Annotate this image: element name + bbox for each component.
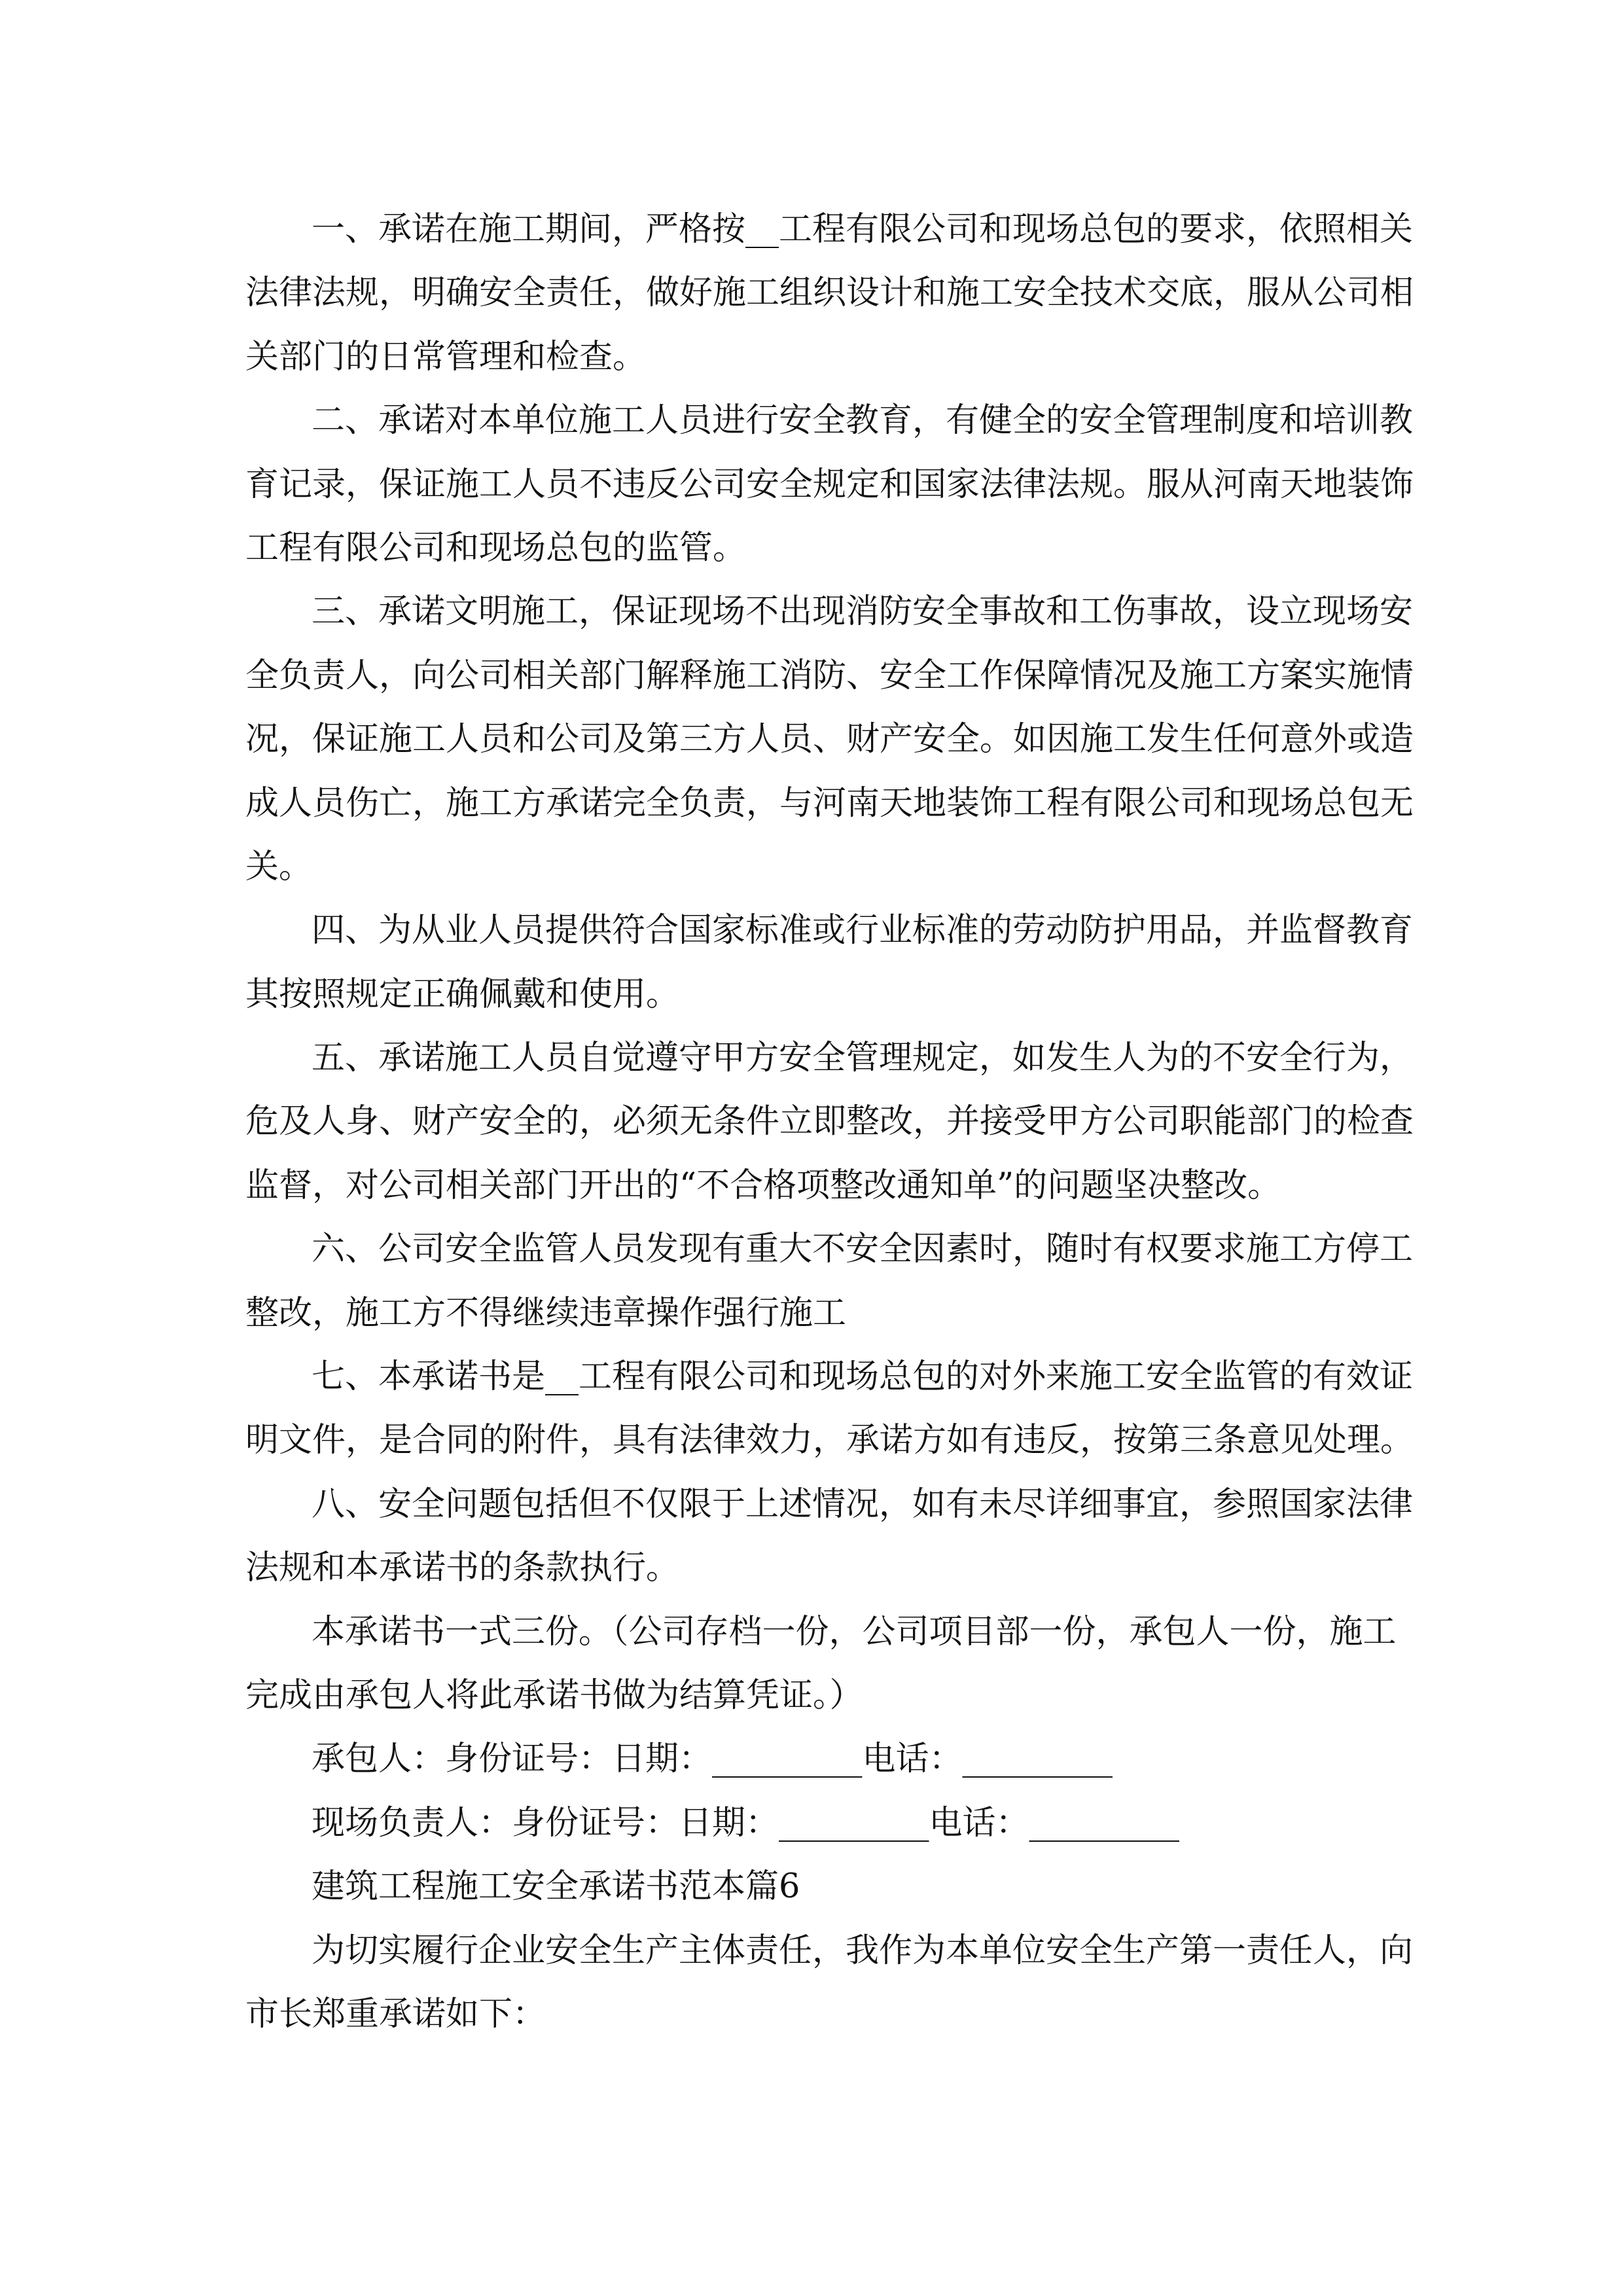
paragraph [245,1345,1414,1473]
text-line: 四、为从业人员提供符合国家标准或行业标准的劳动防护用品，并监督教育 [312,911,1414,950]
text-line: 监督，对公司相关部门开出的“不合格项整改通知单”的问题坚决整改。 [245,1166,1281,1205]
text-line: 成人员伤亡，施工方承诺完全负责，与河南天地装饰工程有限公司和现场总包无 [245,783,1414,823]
text-line: 整改，施工方不得继续违章操作强行施工 [245,1293,847,1333]
text-line: 现场负责人：身份证号：日期：_________电话：_________ [312,1803,1180,1842]
paragraph [245,1473,1414,1600]
text-line: 全负责人，向公司相关部门解释施工消防、安全工作保障情况及施工方案实施情 [245,656,1414,695]
paragraph [245,1855,1376,1918]
paragraph [245,580,1414,899]
paragraph [245,899,1414,1026]
text-line: 况，保证施工人员和公司及第三方人员、财产安全。如因施工发生任何意外或造 [245,720,1414,759]
text-line: 本承诺书一式三份。（公司存档一份，公司项目部一份，承包人一份，施工 [312,1612,1397,1651]
text-line: 六、公司安全监管人员发现有重大不安全因素时，随时有权要求施工方停工 [312,1230,1414,1269]
text-line: 关部门的日常管理和检查。 [245,337,647,376]
text-line: 五、承诺施工人员自觉遵守甲方安全管理规定，如发生人为的不安全行为， [312,1039,1414,1078]
text-line: 七、本承诺书是__工程有限公司和现场总包的对外来施工安全监管的有效证 [312,1357,1414,1397]
paragraph [245,1727,1376,1791]
text-line: 明文件，是合同的附件，具有法律效力，承诺方如有违反，按第三条意见处理。 [245,1421,1414,1460]
paragraph [245,1026,1414,1217]
text-line: 三、承诺文明施工，保证现场不出现消防安全事故和工伤事故，设立现场安 [312,592,1414,632]
text-line: 二、承诺对本单位施工人员进行安全教育，有健全的安全管理制度和培训教 [312,401,1414,440]
paragraph [245,1217,1414,1345]
text-line: 完成由承包人将此承诺书做为结算凭证。） [245,1676,863,1715]
text-line: 八、安全问题包括但不仅限于上述情况，如有未尽详细事宜，参照国家法律 [312,1484,1414,1524]
text-line: 关。 [245,847,313,886]
text-line: 法律法规，明确安全责任，做好施工组织设计和施工安全技术交底，服从公司相 [245,274,1414,313]
paragraph [245,1791,1376,1855]
text-line: 法规和本承诺书的条款执行。 [245,1549,680,1588]
paragraph [245,198,1414,389]
text-line: 其按照规定正确佩戴和使用。 [245,975,680,1014]
paragraph [245,1600,1397,1728]
paragraph [245,1919,1414,2047]
text-line: 为切实履行企业安全生产主体责任，我作为本单位安全生产第一责任人，向 [312,1931,1414,1970]
text-line: 一、承诺在施工期间，严格按__工程有限公司和现场总包的要求，依照相关 [312,210,1414,249]
text-line: 市长郑重承诺如下： [245,1994,546,2034]
text-line: 育记录，保证施工人员不违反公司安全规定和国家法律法规。服从河南天地装饰 [245,465,1414,504]
document-body [245,198,1414,2046]
text-line: 承包人：身份证号：日期：_________电话：_________ [312,1740,1113,1779]
text-line: 危及人身、财产安全的，必须无条件立即整改，并接受甲方公司职能部门的检查 [245,1102,1414,1141]
text-line: 工程有限公司和现场总包的监管。 [245,528,747,567]
text-line: 建筑工程施工安全承诺书范本篇6 [312,1867,800,1907]
paragraph [245,389,1414,580]
